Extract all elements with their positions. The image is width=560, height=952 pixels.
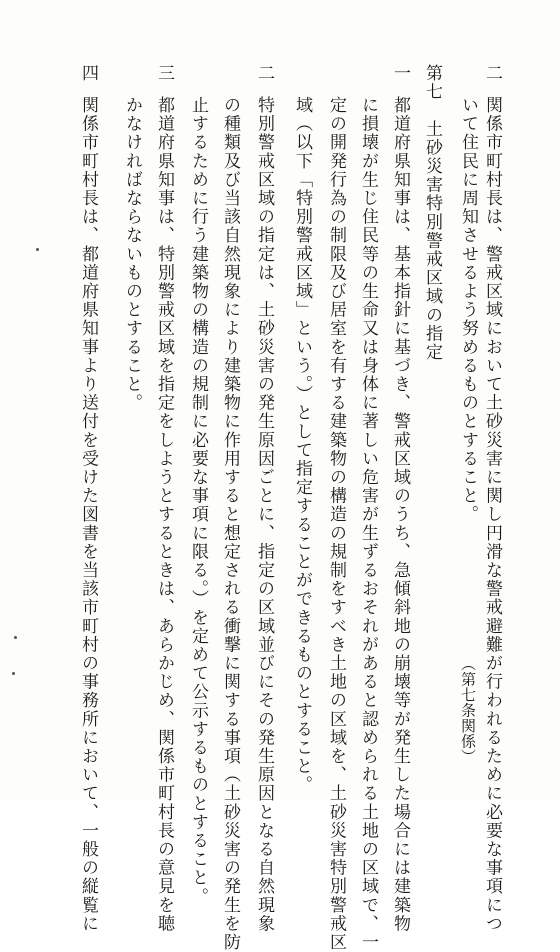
- text-line: 都道府県知事は、特別警戒区域を指定をしようとするときは、あらかじめ、関係市町村長の意見を聴: [154, 96, 174, 933]
- item-marker-2: 二: [482, 64, 502, 81]
- scan-speck: [14, 636, 17, 639]
- section-heading: 第七 土砂災害特別警戒区域の指定: [422, 64, 442, 362]
- text-line: 特別警戒区域の指定は、土砂災害の発生原因ごとに、指定の区域並びにその発生原因となる自然現象: [254, 96, 274, 933]
- text-line: 都道府県知事は、基本指針に基づき、警戒区域のうち、急傾斜地の崩壊等が発生した場合には建築物: [390, 96, 410, 933]
- text-line: 関係市町村長は、警戒区域において土砂災害に関し円滑な警戒避難が行われるために必要な事項につ: [482, 96, 502, 933]
- item-marker-2: 二: [254, 64, 274, 81]
- item-marker-4: 四: [78, 64, 98, 81]
- scan-speck: [12, 672, 15, 675]
- text-line: いて住民に周知させるよう努めるものとすること。: [458, 96, 478, 524]
- item-marker-3: 三: [154, 64, 174, 81]
- text-line: に損壊が生じ住民等の生命又は身体に著しい危害が生ずるおそれがあると認められる土地の区域で、一: [358, 96, 378, 952]
- article-reference-note: （第七条関係）: [459, 656, 477, 765]
- text-line: 域（以下「特別警戒区域」という。）として指定することができるものとすること。: [292, 96, 312, 795]
- item-marker-1: 一: [390, 64, 410, 81]
- text-line: かなければならないものとすること。: [122, 96, 142, 413]
- scan-speck: [36, 248, 39, 251]
- text-line: 定の開発行為の制限及び居室を有する建築物の構造の規制をすべき土地の区域を、土砂災害特別警戒区: [326, 96, 346, 952]
- text-line: 止するために行う建築物の構造の規制に必要な事項に限る。）を定めて公示するものとすること。: [188, 96, 208, 906]
- text-line: の種類及び当該自然現象により建築物に作用すると想定される衝撃に関する事項（土砂災害の発生を防: [220, 96, 240, 952]
- text-line: 関係市町村長は、都道府県知事より送付を受けた図書を当該市町村の事務所において、一般の縦覧に: [78, 96, 98, 933]
